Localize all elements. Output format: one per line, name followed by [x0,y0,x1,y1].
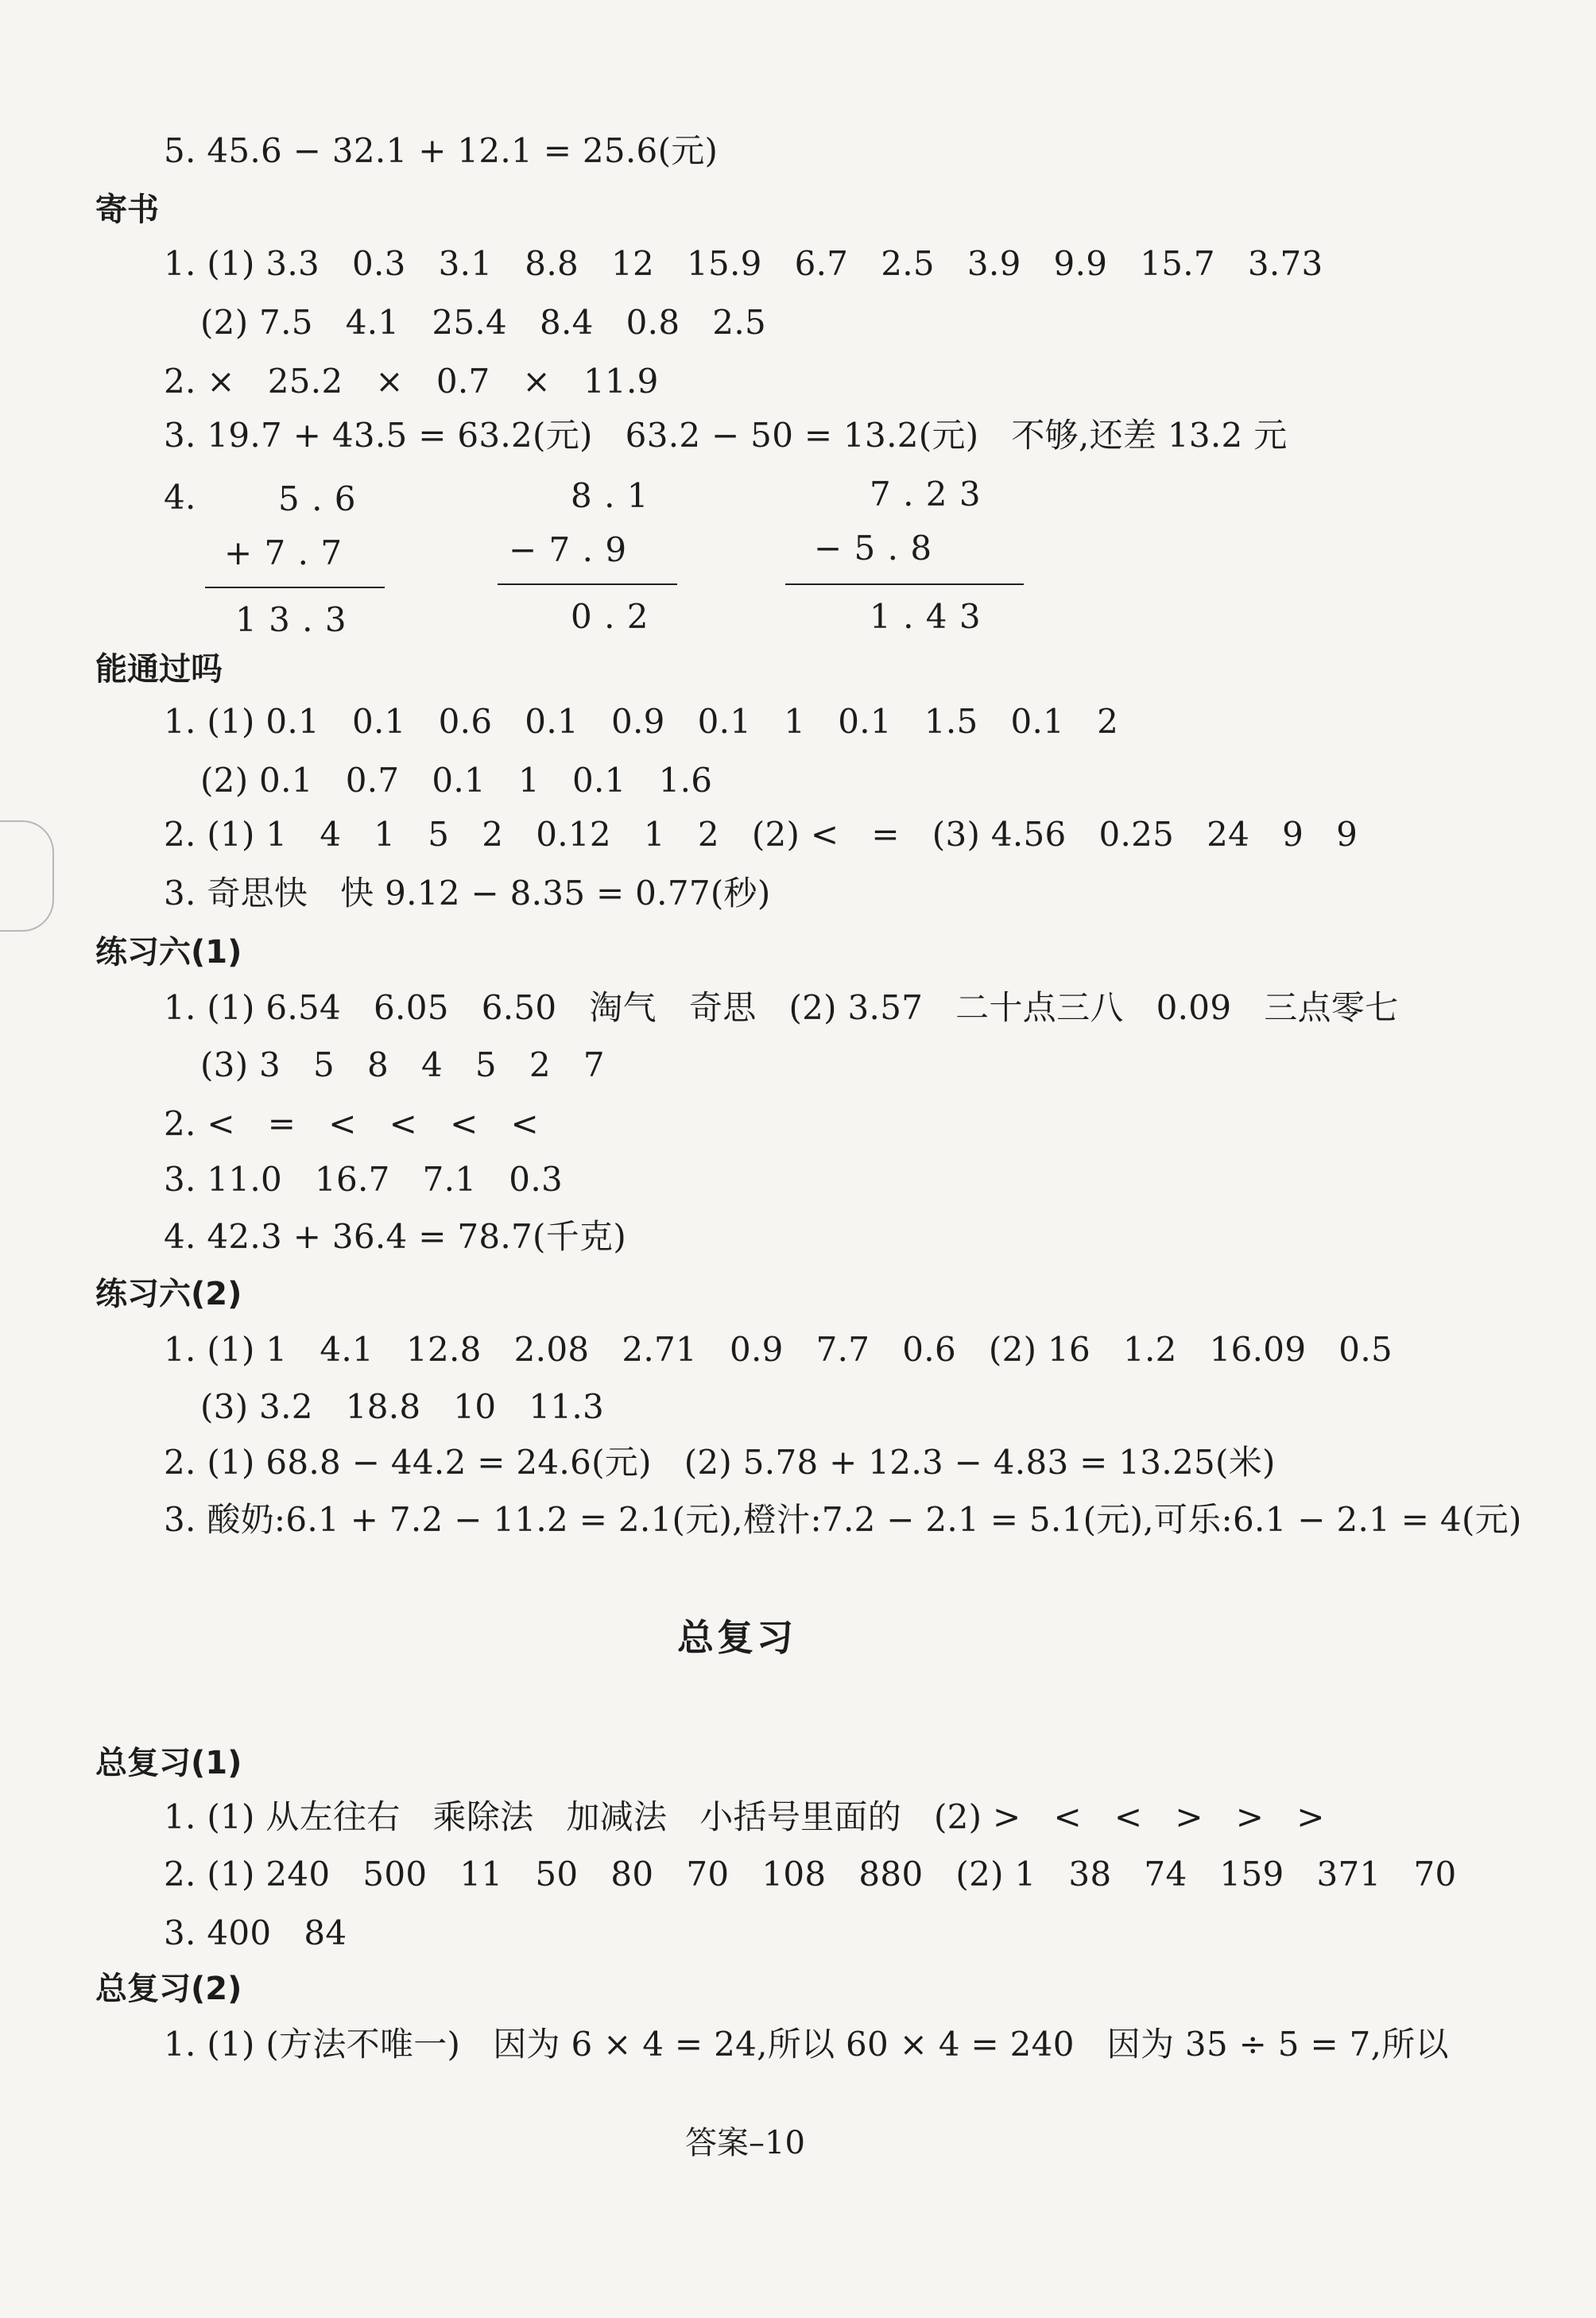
answer-line: (3) 3 5 8 4 5 2 7 [200,1045,605,1084]
answer-line: (2) 7.5 4.1 25.4 8.4 0.8 2.5 [200,303,766,342]
section-heading: 总复习(1) [95,1745,242,1781]
answer-line: 4. [164,478,196,517]
answer-line: 5. 45.6 − 32.1 + 12.1 = 25.6(元) [164,131,719,170]
page-footer: 答案–10 [685,2125,805,2161]
calc-rule [205,587,385,588]
answer-line: 1. (1) 3.3 0.3 3.1 8.8 12 15.9 6.7 2.5 3.9 9.9 15.7 3.73 [164,244,1323,283]
answer-line: 2. (1) 68.8 − 44.2 = 24.6(元) (2) 5.78 + 12.3 − 4.83 = 13.25(米) [164,1443,1276,1482]
calc-result: 0 . 2 [571,597,649,636]
calc-rule [785,583,1024,585]
answer-line: 3. 奇思快 快 9.12 − 8.35 = 0.77(秒) [164,874,771,913]
answer-line: 1. (1) 从左往右 乘除法 加减法 小括号里面的 (2) > < < > > > [164,1797,1325,1836]
answer-line: 1. (1) 0.1 0.1 0.6 0.1 0.9 0.1 1 0.1 1.5 0.1 2 [164,702,1119,741]
answer-line: 3. 11.0 16.7 7.1 0.3 [164,1160,563,1199]
answer-line: 2. (1) 1 4 1 5 2 0.12 1 2 (2) < = (3) 4.56 0.25 24 9 9 [164,815,1358,854]
answer-line: (3) 3.2 18.8 10 11.3 [200,1387,605,1426]
answer-line: 3. 19.7 + 43.5 = 63.2(元) 63.2 − 50 = 13.2(元) 不够,还差 13.2 元 [164,416,1288,455]
answer-line: 4. 42.3 + 36.4 = 78.7(千克) [164,1217,627,1256]
calc-operand: − 7 . 9 [509,530,628,569]
section-heading: 寄书 [95,192,159,228]
section-heading: 练习六(2) [95,1276,242,1312]
calc-top: 7 . 2 3 [870,475,982,514]
answer-line: (2) 0.1 0.7 0.1 1 0.1 1.6 [200,761,713,800]
answer-line: 2. × 25.2 × 0.7 × 11.9 [164,362,659,401]
calc-result: 1 . 4 3 [870,597,982,636]
answer-line: 1. (1) (方法不唯一) 因为 6 × 4 = 24,所以 60 × 4 = 240 因为 35 ÷ 5 = 7,所以 [164,2025,1449,2064]
section-heading: 能通过吗 [95,651,223,688]
section-heading: 练习六(1) [95,934,242,971]
answer-line: 3. 酸奶:6.1 + 7.2 − 11.2 = 2.1(元),橙汁:7.2 − 2.1 = 5.1(元),可乐:6.1 − 2.1 = 4(元) [164,1500,1522,1539]
answer-line: 1. (1) 1 4.1 12.8 2.08 2.71 0.9 7.7 0.6 (2) 16 1.2 16.09 0.5 [164,1330,1393,1369]
calc-top: 8 . 1 [571,476,649,515]
seal-stamp [0,820,54,932]
chapter-title: 总复习 [677,1616,796,1659]
answer-line: 2. (1) 240 500 11 50 80 70 108 880 (2) 1 38 74 159 371 70 [164,1855,1457,1894]
answer-line: 3. 400 84 [164,1913,347,1952]
calc-top: 5 . 6 [278,479,357,518]
section-heading: 总复习(2) [95,1971,242,2007]
calc-operand: + 7 . 7 [224,533,343,572]
calc-result: 1 3 . 3 [235,600,347,639]
calc-operand: − 5 . 8 [814,529,933,568]
calc-rule [498,583,677,585]
answer-line: 1. (1) 6.54 6.05 6.50 淘气 奇思 (2) 3.57 二十点三八 0.09 三点零七 [164,988,1399,1027]
answer-line: 2. < = < < < < [164,1104,540,1143]
